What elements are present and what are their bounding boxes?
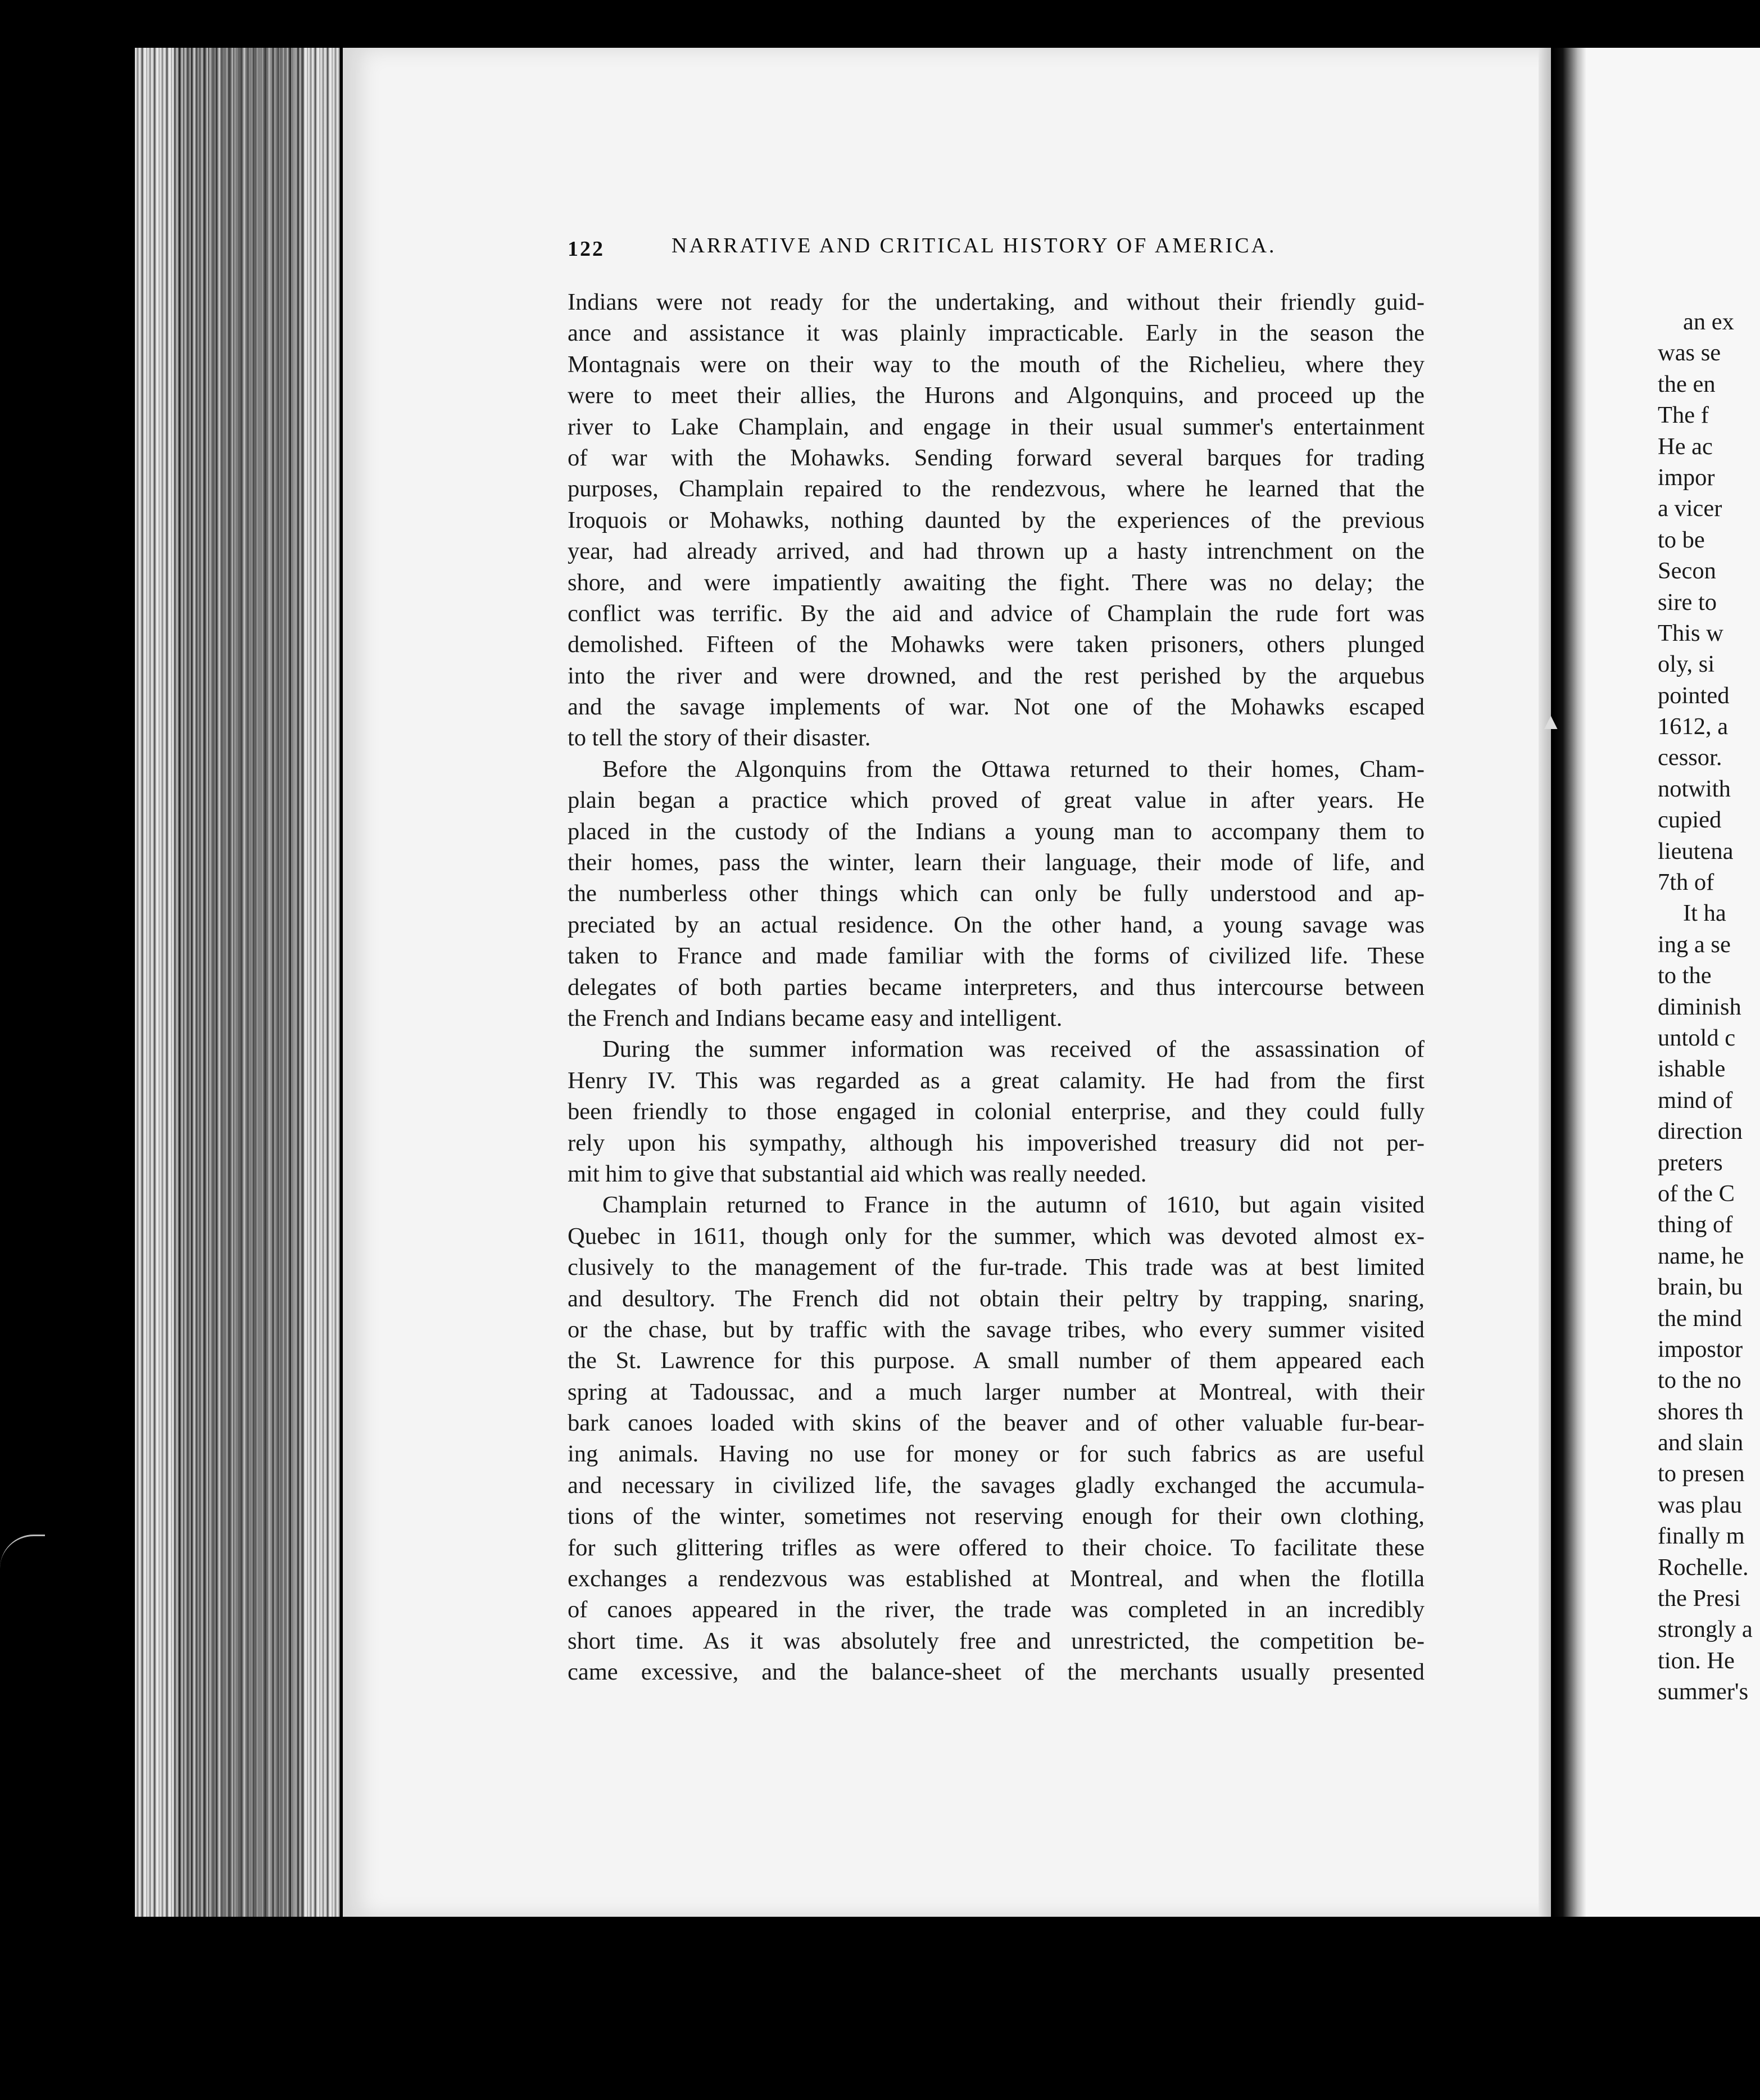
facing-text-line: ishable <box>1658 1056 1726 1083</box>
text-line: Iroquois or Mohawks, nothing daunted by the experiences of the previous <box>568 506 1425 533</box>
text-line: of canoes appeared in the river, the trade was completed in an incredibly <box>568 1596 1425 1623</box>
page-edges-stack <box>135 48 340 1917</box>
running-title: NARRATIVE AND CRITICAL HISTORY OF AMERICA. <box>672 234 1277 257</box>
text-line: purposes, Champlain repaired to the rendezvous, where he learned that the <box>568 476 1425 503</box>
text-line: conflict was terrific. By the aid and advice of Champlain the rude fort was <box>568 600 1425 627</box>
page-marker-icon: ▲ <box>1540 709 1562 734</box>
facing-text-line: direction <box>1658 1118 1743 1145</box>
facing-text-line: cupied <box>1658 807 1722 834</box>
text-line: the St. Lawrence for this purpose. A small number of them appeared each <box>568 1347 1425 1374</box>
text-line: Montagnais were on their way to the mouth of the Richelieu, where they <box>568 351 1425 378</box>
running-head <box>568 233 1427 267</box>
text-line: and the savage implements of war. Not one of the Mohawks escaped <box>568 694 1425 721</box>
facing-text-line: and slain <box>1658 1429 1744 1456</box>
facing-text-line: This w <box>1658 619 1723 646</box>
text-line: spring at Tadoussac, and a much larger number at Montreal, with their <box>568 1378 1425 1405</box>
text-line: shore, and were impatiently awaiting the fight. There was no delay; the <box>568 569 1425 596</box>
facing-text-line: sire to <box>1658 589 1717 615</box>
text-line: During the summer information was received of the assassination of <box>602 1036 1425 1063</box>
facing-text-line: impostor <box>1658 1336 1743 1363</box>
text-line: and necessary in civilized life, the savages gladly exchanged the accumula- <box>568 1472 1425 1499</box>
text-line: their homes, pass the winter, learn their language, their mode of life, and <box>568 849 1425 876</box>
text-line: mit him to give that substantial aid which was really needed. <box>568 1160 1147 1187</box>
text-line: rely upon his sympathy, although his impoverished treasury did not per- <box>568 1129 1425 1156</box>
facing-text-line: cessor. <box>1658 744 1722 771</box>
text-line: to tell the story of their disaster. <box>568 725 871 752</box>
gutter-shadow <box>1553 48 1586 1920</box>
facing-text-line: finally m <box>1658 1523 1745 1550</box>
text-line: placed in the custody of the Indians a young man to accompany them to <box>568 818 1425 845</box>
facing-text-line: diminish <box>1658 993 1741 1020</box>
facing-text-line: Rochelle. <box>1658 1554 1749 1581</box>
facing-text-line: untold c <box>1658 1024 1736 1051</box>
facing-text-line: mind of <box>1658 1087 1733 1114</box>
body-text <box>568 287 1425 1688</box>
text-line: of war with the Mohawks. Sending forward several barques for trading <box>568 444 1425 471</box>
text-line: into the river and were drowned, and the rest perished by the arquebus <box>568 662 1425 689</box>
text-line: exchanges a rendezvous was established at Montreal, and when the flotilla <box>568 1565 1425 1592</box>
facing-text-line: the Presi <box>1658 1585 1741 1612</box>
facing-text-line: 1612, a <box>1658 713 1729 740</box>
scan-bottom-border <box>0 1917 1760 2100</box>
facing-text-line: to the no <box>1658 1367 1741 1394</box>
facing-text-line: the mind <box>1658 1305 1742 1332</box>
page-fold-shadow <box>1539 48 1551 1917</box>
facing-text-line: brain, bu <box>1658 1274 1743 1301</box>
text-line: for such glittering trifles as were offered to their choice. To facilitate these <box>568 1534 1425 1561</box>
text-line: tions of the winter, sometimes not reserving enough for their own clothing, <box>568 1503 1425 1530</box>
facing-text-line: lieutena <box>1658 838 1734 865</box>
text-line: taken to France and made familiar with the forms of civilized life. These <box>568 943 1425 970</box>
text-line: Henry IV. This was regarded as a great calamity. He had from the first <box>568 1067 1425 1094</box>
text-line: Champlain returned to France in the autumn of 1610, but again visited <box>602 1192 1425 1219</box>
facing-text-line: strongly a <box>1658 1616 1753 1643</box>
text-line: preciated by an actual residence. On the other hand, a young savage was <box>568 911 1425 938</box>
facing-text-line: name, he <box>1658 1242 1744 1269</box>
text-line: demolished. Fifteen of the Mohawks were taken prisoners, others plunged <box>568 631 1425 658</box>
facing-text-line: a vicer <box>1658 495 1722 522</box>
facing-text-line: Secon <box>1658 558 1716 585</box>
facing-text-line: pointed <box>1658 682 1730 709</box>
text-line: year, had already arrived, and had thrown up a hasty intrenchment on the <box>568 538 1425 565</box>
facing-text-line: impor <box>1658 464 1715 491</box>
facing-text-line: to presen <box>1658 1460 1745 1487</box>
facing-text-line: the en <box>1658 370 1716 397</box>
page-number: 122 <box>568 237 605 261</box>
facing-text-line: thing of <box>1658 1211 1733 1238</box>
facing-text-line: oly, si <box>1658 651 1715 678</box>
text-line: short time. As it was absolutely free and unrestricted, the competition be- <box>568 1627 1425 1654</box>
facing-text-line: It ha <box>1683 900 1726 927</box>
facing-text-line: of the C <box>1658 1180 1735 1207</box>
text-line: plain began a practice which proved of great value in after years. He <box>568 787 1425 814</box>
text-line: came excessive, and the balance-sheet of the merchants usually presented <box>568 1659 1425 1686</box>
text-line: or the chase, but by traffic with the savage tribes, who every summer visited <box>568 1316 1425 1343</box>
text-line: bark canoes loaded with skins of the beaver and of other valuable fur-bear- <box>568 1410 1425 1437</box>
facing-text-line: notwith <box>1658 775 1731 802</box>
facing-text-line: preters <box>1658 1149 1723 1176</box>
facing-text-line: ing a se <box>1658 931 1731 958</box>
text-line: the numberless other things which can only be fully understood and ap- <box>568 880 1425 907</box>
text-line: the French and Indians became easy and intelligent. <box>568 1004 1063 1031</box>
text-line: Quebec in 1611, though only for the summer, which was devoted almost ex- <box>568 1223 1425 1250</box>
facing-text-line: to be <box>1658 526 1705 553</box>
facing-text-line: The f <box>1658 402 1709 429</box>
facing-text-line: summer's <box>1658 1678 1749 1705</box>
facing-text-line: an ex <box>1683 309 1734 335</box>
text-line: delegates of both parties became interpreters, and thus intercourse between <box>568 974 1425 1001</box>
facing-text-line: was plau <box>1658 1491 1742 1518</box>
text-line: clusively to the management of the fur-trade. This trade was at best limited <box>568 1254 1425 1281</box>
text-line: Indians were not ready for the undertaking, and without their friendly guid- <box>568 289 1425 315</box>
facing-text-line: tion. He <box>1658 1647 1735 1674</box>
text-line: river to Lake Champlain, and engage in their usual summer's entertainment <box>568 413 1425 440</box>
text-line: ing animals. Having no use for money or for such fabrics as are useful <box>568 1441 1425 1468</box>
facing-text-line: He ac <box>1658 433 1713 460</box>
scan-artifact <box>0 1535 45 1570</box>
facing-text-line: shores th <box>1658 1398 1744 1425</box>
text-line: were to meet their allies, the Hurons and Algonquins, and proceed up the <box>568 382 1425 409</box>
facing-text-line: to the <box>1658 962 1712 989</box>
facing-text-line: was se <box>1658 340 1721 366</box>
text-line: Before the Algonquins from the Ottawa returned to their homes, Cham- <box>602 755 1425 782</box>
facing-page-text <box>1658 306 1760 1708</box>
text-line: ance and assistance it was plainly impracticable. Early in the season the <box>568 320 1425 347</box>
text-line: been friendly to those engaged in colonial enterprise, and they could fully <box>568 1098 1425 1125</box>
text-line: and desultory. The French did not obtain their peltry by trapping, snaring, <box>568 1285 1425 1312</box>
page-edges-shading <box>174 48 303 1917</box>
facing-text-line: 7th of <box>1658 869 1714 896</box>
